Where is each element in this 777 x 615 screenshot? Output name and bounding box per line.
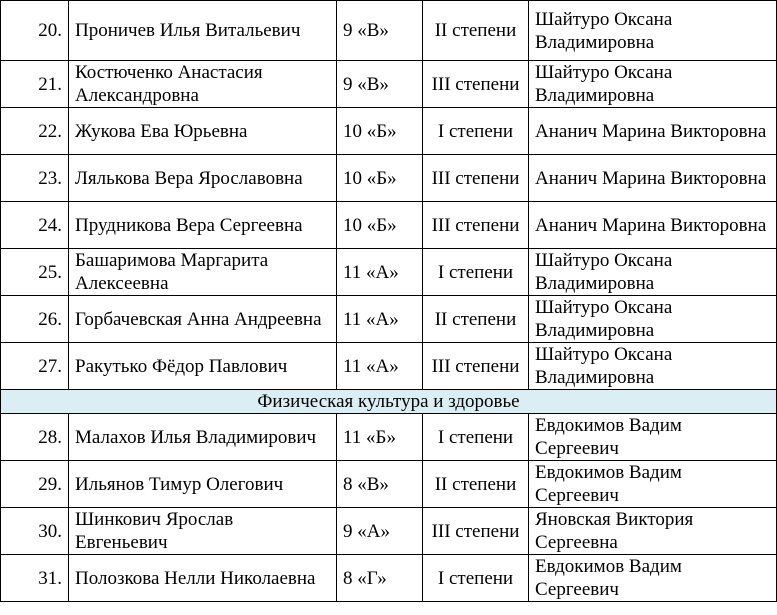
teacher-name: Евдокимов Вадим Сергеевич: [529, 461, 777, 508]
row-number: 25.: [1, 249, 69, 296]
diploma-degree: III степени: [423, 343, 529, 390]
results-body-top: [1, 1, 777, 602]
teacher-name: Шайтуро Оксана Владимировна: [529, 61, 777, 108]
teacher-name: Ананич Марина Викторовна: [529, 202, 777, 249]
teacher-name: Евдокимов Вадим Сергеевич: [529, 414, 777, 461]
row-number: 31.: [1, 555, 69, 602]
student-name: Жукова Ева Юрьевна: [69, 108, 337, 155]
student-name: Горбачевская Анна Андреевна: [69, 296, 337, 343]
table-row: [1, 61, 777, 108]
row-number: 20.: [1, 1, 69, 61]
diploma-degree: I степени: [423, 555, 529, 602]
teacher-name: Шайтуро Оксана Владимировна: [529, 343, 777, 390]
student-name: Лялькова Вера Ярославовна: [69, 155, 337, 202]
class-cell: 10 «Б»: [337, 202, 423, 249]
class-cell: 11 «А»: [337, 296, 423, 343]
class-cell: 8 «Г»: [337, 555, 423, 602]
row-number: 24.: [1, 202, 69, 249]
row-number: 29.: [1, 461, 69, 508]
row-number: 21.: [1, 61, 69, 108]
section-title: Физическая культура и здоровье: [1, 390, 777, 414]
class-cell: 11 «А»: [337, 343, 423, 390]
section-header-row: [1, 390, 777, 414]
row-number: 23.: [1, 155, 69, 202]
student-name: Проничев Илья Витальевич: [69, 1, 337, 61]
class-cell: 11 «А»: [337, 249, 423, 296]
row-number: 30.: [1, 508, 69, 555]
diploma-degree: I степени: [423, 249, 529, 296]
student-name: Полозкова Нелли Николаевна: [69, 555, 337, 602]
student-name: Малахов Илья Владимирович: [69, 414, 337, 461]
table-row: [1, 414, 777, 461]
diploma-degree: II степени: [423, 461, 529, 508]
teacher-name: Яновская Виктория Сергеевна: [529, 508, 777, 555]
table-row: [1, 249, 777, 296]
teacher-name: Шайтуро Оксана Владимировна: [529, 249, 777, 296]
teacher-name: Шайтуро Оксана Владимировна: [529, 296, 777, 343]
teacher-name: Шайтуро Оксана Владимировна: [529, 1, 777, 61]
table-row: [1, 108, 777, 155]
row-number: 26.: [1, 296, 69, 343]
diploma-degree: II степени: [423, 296, 529, 343]
student-name: Ильянов Тимур Олегович: [69, 461, 337, 508]
student-name: Башаримова Маргарита Алексеевна: [69, 249, 337, 296]
diploma-degree: I степени: [423, 414, 529, 461]
class-cell: 9 «В»: [337, 1, 423, 61]
student-name: Шинкович Ярослав Евгеньевич: [69, 508, 337, 555]
table-row: [1, 508, 777, 555]
diploma-degree: II степени: [423, 1, 529, 61]
table-row: [1, 461, 777, 508]
diploma-degree: III степени: [423, 508, 529, 555]
teacher-name: Ананич Марина Викторовна: [529, 155, 777, 202]
diploma-degree: III степени: [423, 155, 529, 202]
class-cell: 9 «В»: [337, 61, 423, 108]
table-row: [1, 343, 777, 390]
student-name: Ракутько Фёдор Павлович: [69, 343, 337, 390]
teacher-name: Евдокимов Вадим Сергеевич: [529, 555, 777, 602]
diploma-degree: III степени: [423, 61, 529, 108]
row-number: 27.: [1, 343, 69, 390]
table-row: [1, 1, 777, 61]
table-row: [1, 555, 777, 602]
diploma-degree: I степени: [423, 108, 529, 155]
class-cell: 9 «А»: [337, 508, 423, 555]
class-cell: 11 «Б»: [337, 414, 423, 461]
table-row: [1, 296, 777, 343]
class-cell: 8 «В»: [337, 461, 423, 508]
teacher-name: Ананич Марина Викторовна: [529, 108, 777, 155]
student-name: Прудникова Вера Сергеевна: [69, 202, 337, 249]
class-cell: 10 «Б»: [337, 155, 423, 202]
student-name: Костюченко Анастасия Александровна: [69, 61, 337, 108]
table-row: [1, 155, 777, 202]
row-number: 28.: [1, 414, 69, 461]
row-number: 22.: [1, 108, 69, 155]
class-cell: 10 «Б»: [337, 108, 423, 155]
table-row: [1, 202, 777, 249]
diploma-degree: III степени: [423, 202, 529, 249]
